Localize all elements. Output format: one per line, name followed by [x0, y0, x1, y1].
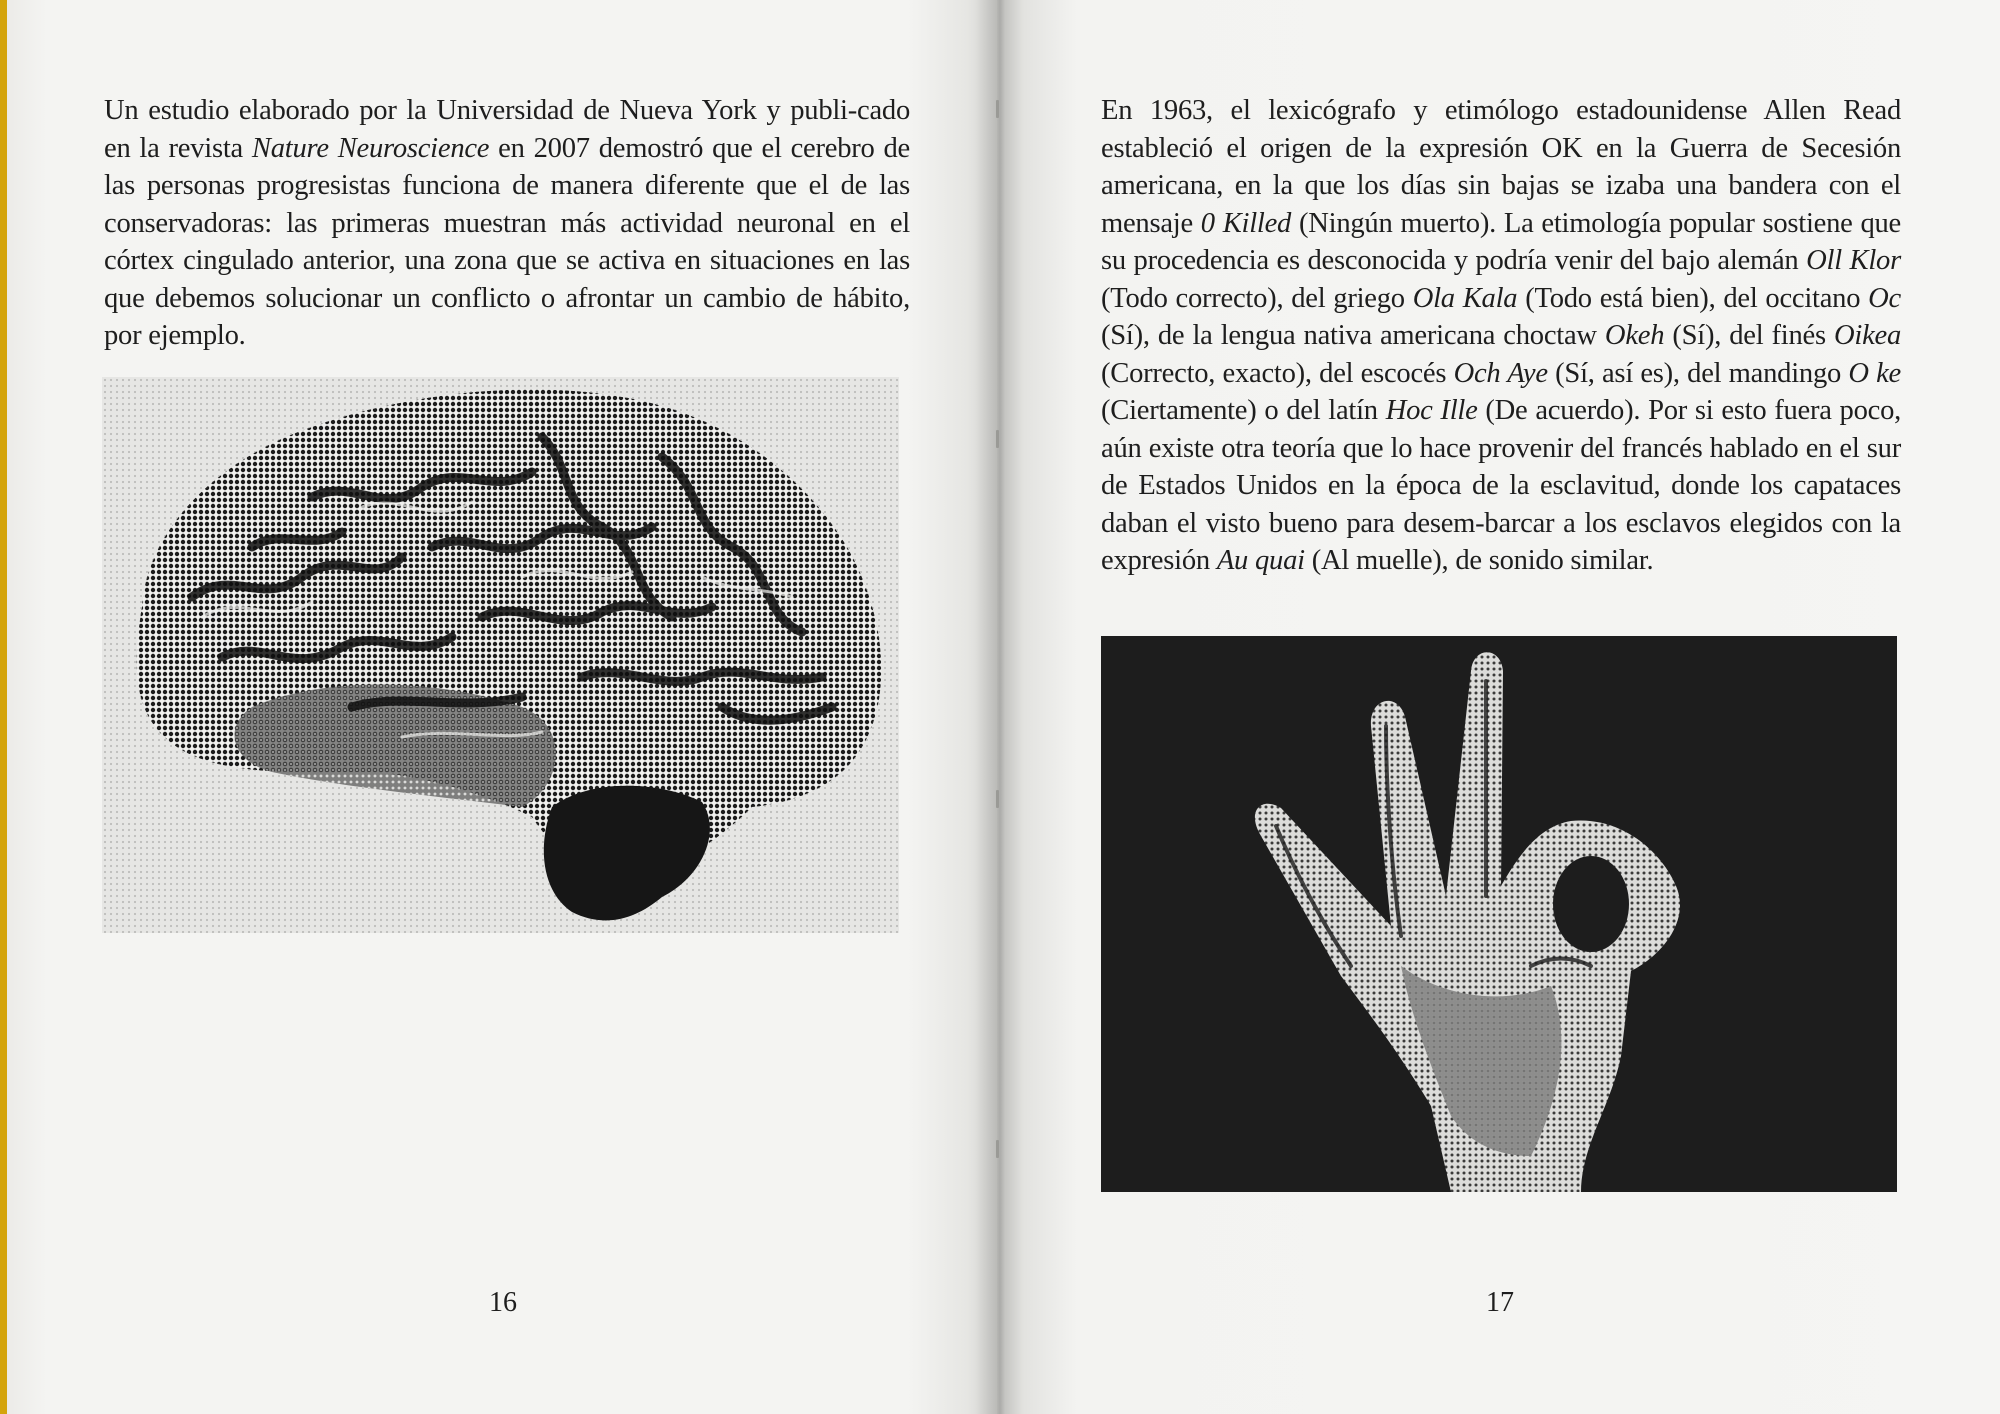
text-run: (Todo está bien), del occitano	[1517, 282, 1869, 314]
brain-halftone-svg	[102, 377, 899, 933]
text-run: (Ningún muerto). La etimología popular sostiene que su procedencia es desconocida y podría venir del bajo alemán	[1101, 207, 1901, 276]
italic-term: 0 Killed	[1200, 207, 1292, 239]
right-body-text	[1101, 92, 1901, 580]
italic-term: Och Aye	[1453, 357, 1548, 389]
right-page	[997, 0, 2000, 1414]
text-run: (Correcto, exacto), del escocés	[1101, 357, 1454, 389]
italic-term: Nature Neuroscience	[251, 132, 490, 164]
italic-term: Hoc Ille	[1385, 395, 1478, 426]
left-body-text	[104, 92, 910, 355]
italic-term: Au quai	[1216, 545, 1305, 576]
italic-term: Oikea	[1833, 320, 1901, 351]
text-run: Un estudio elaborado por la Universidad de Nueva York y publi-cado en la revista	[104, 95, 910, 164]
text-run: En 1963, el lexicógrafo y etimólogo estadounidense Allen Read estableció el origen de la expresión OK en la Guerra de Secesión americana, en la que los días sin bajas se izaba una bandera con el mensaje	[1101, 95, 1901, 239]
text-run: (De acuerdo). Por si esto fuera poco, aún existe otra teoría que lo hace provenir del francés hablado en el sur de Estados Unidos en la época de la esclavitud, donde los capataces daban el visto bueno para desem-barcar a los esclavos elegidos con la expresión	[1101, 395, 1902, 576]
page-number-left: 16	[489, 1287, 517, 1318]
hand-halftone-svg	[1101, 636, 1897, 1192]
text-run: (Todo correcto), del griego	[1101, 282, 1413, 314]
binding-stitch	[996, 1140, 999, 1158]
binding-stitch	[996, 100, 999, 118]
left-page	[7, 0, 997, 1414]
brain-illustration	[102, 377, 899, 933]
italic-term: Oll Klor	[1806, 245, 1901, 276]
text-run: (Al muelle), de sonido similar.	[1304, 545, 1654, 576]
page-number-right: 17	[1486, 1287, 1514, 1318]
italic-term: Ola Kala	[1412, 282, 1518, 314]
italic-term: Okeh	[1604, 320, 1665, 351]
text-run: (Sí), del finés	[1664, 320, 1834, 351]
text-run: (Ciertamente) o del latín	[1101, 395, 1386, 426]
text-run: (Sí), de la lengua nativa americana choctaw	[1101, 320, 1605, 351]
text-run: en 2007 demostró que el cerebro de las personas progresistas funciona de manera diferente que el de las conservadoras: las primeras muestran más actividad neuronal en el córtex cingulado anterior, una zona que se activa en situaciones en las que debemos solucionar un conflicto o afrontar un cambio de hábito, por ejemplo.	[104, 132, 910, 351]
binding-stitch	[996, 790, 999, 808]
ok-hand-photo	[1101, 636, 1897, 1192]
text-run: (Sí, así es), del mandingo	[1547, 357, 1849, 389]
italic-term: Oc	[1868, 282, 1901, 314]
binding-stitch	[996, 430, 999, 448]
italic-term: O ke	[1848, 357, 1901, 389]
